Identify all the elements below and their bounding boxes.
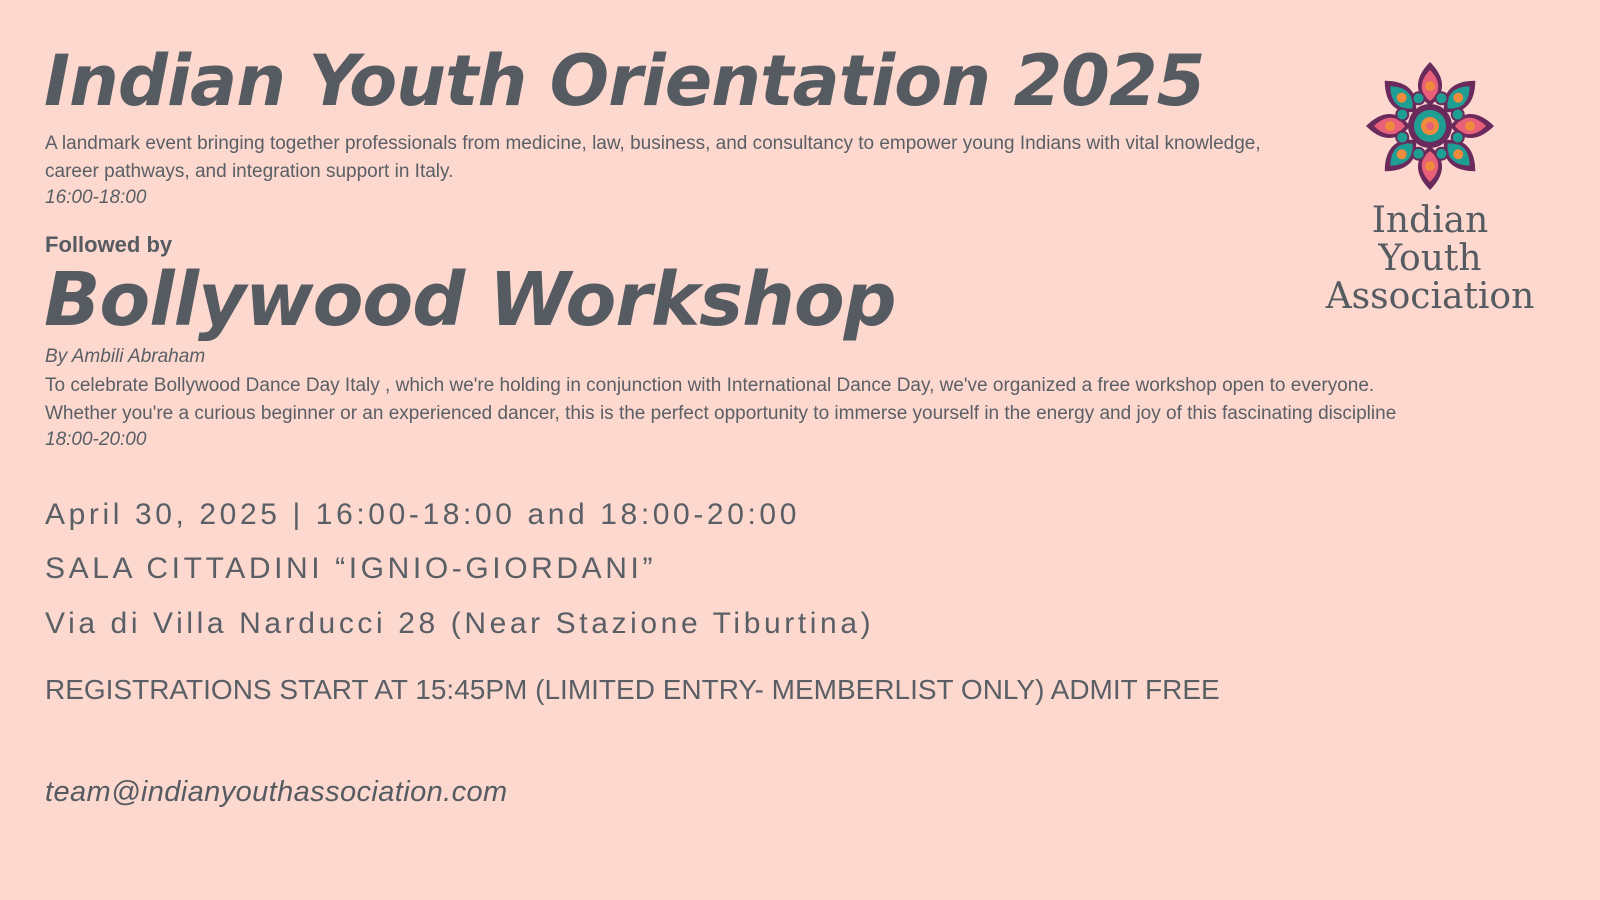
event-address: Via di Villa Narducci 28 (Near Stazione Tiburtina): [45, 607, 875, 640]
orientation-description: A landmark event bringing together professionals from medicine, law, business, and consultancy to empower young Indians with vital knowledge, career pathways, and integration support in Italy.: [45, 133, 1261, 182]
workshop-time: 18:00-20:00: [45, 429, 147, 450]
logo-line2: Association: [1325, 276, 1535, 317]
workshop-description-line2: Whether you're a curious beginner or an experienced dancer, this is the perfect opportunity to immerse yourself in the energy and joy of this fascinating discipline: [45, 403, 1397, 424]
orientation-time: 16:00-18:00: [45, 187, 147, 208]
followed-by-label: Followed by: [45, 232, 173, 257]
contact-email: team@indianyouthassociation.com: [45, 776, 508, 808]
logo-text: [1320, 202, 1540, 316]
workshop-byline: By Ambili Abraham: [45, 346, 206, 367]
event-title-workshop: Bollywood Workshop: [44, 257, 896, 343]
workshop-description-line1: To celebrate Bollywood Dance Day Italy , which we're holding in conjunction with International Dance Day, we've organized a free workshop open to everyone.: [45, 375, 1375, 396]
workshop-description-block: [45, 372, 1565, 452]
event-date-time: April 30, 2025 | 16:00-18:00 and 18:00-20:00: [45, 498, 800, 531]
registration-info: REGISTRATIONS START AT 15:45PM (LIMITED ENTRY- MEMBERLIST ONLY) ADMIT FREE: [45, 674, 1220, 705]
association-logo: [1320, 58, 1540, 316]
orientation-description-block: [45, 130, 1285, 210]
logo-line1: Indian Youth: [1371, 200, 1489, 279]
mandala-icon: [1362, 58, 1498, 194]
event-venue: SALA CITTADINI “IGNIO-GIORDANI”: [45, 552, 657, 585]
event-title-orientation: Indian Youth Orientation 2025: [44, 40, 1205, 122]
